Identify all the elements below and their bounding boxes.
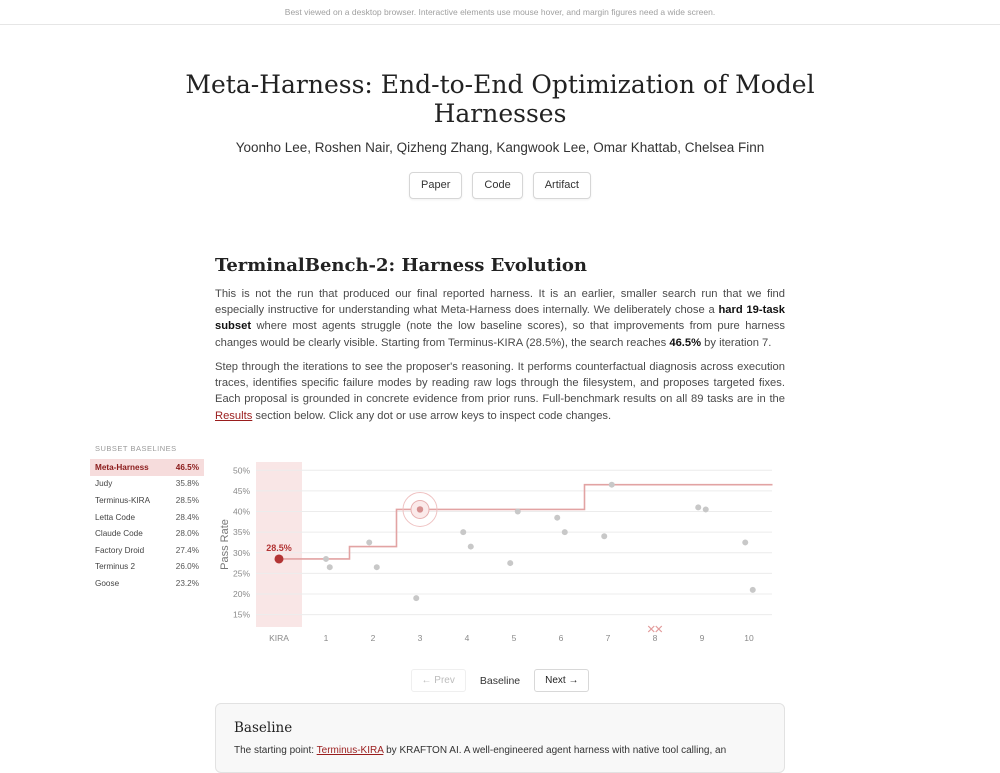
x-tick-label: 8	[652, 633, 658, 643]
iteration-navigation	[0, 669, 1000, 692]
baseline-name: Terminus-KIRA	[95, 495, 151, 505]
best-so-far-line	[279, 485, 773, 559]
baseline-name: Letta Code	[95, 512, 136, 522]
paper-button[interactable]: Paper	[409, 172, 462, 199]
intro-emphasis-subset: hard 19-task subset	[215, 304, 785, 333]
highlight-dot[interactable]	[417, 506, 423, 512]
card-text-b: by KRAFTON AI. A well-engineered agent harness with native tool calling, an	[383, 745, 727, 756]
candidate-dot[interactable]	[750, 587, 756, 593]
section-title: TerminalBench-2: Harness Evolution	[215, 255, 588, 276]
x-tick-label: KIRA	[269, 633, 289, 643]
candidate-dot[interactable]	[695, 504, 701, 510]
baseline-name: Goose	[95, 578, 120, 588]
candidate-dot[interactable]	[323, 556, 329, 562]
candidate-dot[interactable]	[742, 539, 748, 545]
failed-candidate-mark[interactable]	[656, 626, 662, 632]
baseline-row-terminus-2[interactable]	[90, 559, 204, 576]
y-tick-label: 20%	[232, 589, 250, 599]
instruction-text-a: Step through the iterations to see the proposer's reasoning. It performs counterfactual diagnosis across execution traces, identifies specific failure modes by reading raw logs through the filesystem, and proposes targeted fixes. Each proposal is grounded in concrete evidence from prior runs. Full-benchmark results on all 89 tasks are in the	[215, 361, 785, 406]
baseline-row-factory-droid[interactable]	[90, 542, 204, 559]
terminus-kira-link[interactable]: Terminus-KIRA	[316, 745, 384, 756]
baseline-row-meta-harness[interactable]	[90, 459, 204, 476]
y-tick-label: 45%	[232, 485, 250, 496]
harness-evolution-chart[interactable]	[210, 450, 780, 650]
instruction-text-b: section below. Click any dot or use arrow keys to inspect code changes.	[252, 409, 612, 422]
candidate-dot[interactable]	[562, 529, 568, 535]
baseline-dot[interactable]	[275, 554, 284, 563]
baseline-row-letta-code[interactable]	[90, 509, 204, 526]
candidate-dot[interactable]	[413, 595, 419, 601]
card-text-a: The starting point:	[234, 745, 317, 756]
candidate-dot[interactable]	[374, 564, 380, 570]
card-text	[234, 745, 766, 756]
candidate-dot[interactable]	[460, 529, 466, 535]
intro-paragraph	[215, 286, 785, 351]
baseline-name: Judy	[95, 479, 113, 489]
y-tick-label: 15%	[232, 609, 250, 620]
baseline-name: Claude Code	[95, 529, 143, 539]
baseline-value: 28.4%	[175, 512, 199, 522]
baseline-value: 46.5%	[175, 462, 199, 472]
x-tick-label: 1	[323, 633, 329, 643]
intro-text-a: This is not the run that produced our final reported harness. It is an earlier, smaller search run that we find especially instructive for understanding what Meta-Harness does internally. We deliberately chose a	[215, 288, 785, 317]
prev-button[interactable]: ← Prev	[411, 669, 466, 692]
intro-text-c: where most agents struggle (note the low baseline scores), so that improvements from pure harness changes would be clearly visible. Starting from Terminus-KIRA (28.5%), the search reaches	[215, 320, 785, 349]
candidate-dot[interactable]	[507, 560, 513, 566]
x-tick-label: 7	[605, 633, 611, 643]
x-tick-label: 10	[744, 633, 754, 643]
x-tick-label: 4	[464, 633, 470, 643]
candidate-dot[interactable]	[515, 509, 521, 515]
baseline-value: 28.0%	[175, 529, 199, 539]
subset-baselines-panel	[90, 444, 204, 592]
candidate-dot[interactable]	[327, 564, 333, 570]
baseline-row-judy[interactable]	[90, 476, 204, 493]
instruction-paragraph	[215, 359, 785, 424]
results-link[interactable]: Results	[215, 409, 253, 422]
baseline-name: Terminus 2	[95, 562, 136, 572]
candidate-dot[interactable]	[366, 539, 372, 545]
link-button-row	[0, 172, 1000, 199]
author-list: Yoonho Lee, Roshen Nair, Qizheng Zhang, Kangwook Lee, Omar Khattab, Chelsea Finn	[235, 140, 765, 155]
failed-candidate-mark[interactable]	[648, 626, 654, 632]
x-tick-label: 3	[417, 633, 423, 643]
candidate-dot[interactable]	[554, 515, 560, 521]
y-tick-label: 35%	[232, 527, 250, 538]
baseline-value: 26.0%	[175, 562, 199, 572]
y-tick-label: 30%	[232, 547, 250, 558]
card-title: Baseline	[234, 720, 293, 736]
baseline-value: 27.4%	[175, 545, 199, 555]
top-banner: Best viewed on a desktop browser. Interactive elements use mouse hover, and margin figures need a wide screen.	[0, 0, 1000, 25]
candidate-dot[interactable]	[468, 544, 474, 550]
y-axis-label: Pass Rate	[219, 519, 231, 570]
baseline-row-terminus-kira[interactable]	[90, 492, 204, 509]
candidate-dot[interactable]	[609, 482, 615, 488]
intro-emphasis-score: 46.5%	[669, 336, 702, 349]
page-title: Meta-Harness: End-to-End Optimization of Model Harnesses	[185, 70, 815, 128]
baseline-value: 23.2%	[175, 578, 199, 588]
next-button[interactable]: Next →	[534, 669, 589, 692]
y-tick-label: 40%	[232, 506, 250, 517]
x-tick-label: 5	[511, 633, 517, 643]
y-tick-label: 25%	[232, 568, 250, 579]
iteration-detail-card	[215, 703, 785, 773]
candidate-dot[interactable]	[703, 506, 709, 512]
code-button[interactable]: Code	[472, 172, 522, 199]
candidate-dot[interactable]	[601, 533, 607, 539]
baseline-name: Factory Droid	[95, 545, 145, 555]
current-iteration-label: Baseline	[479, 674, 521, 687]
baseline-value: 35.8%	[175, 479, 199, 489]
baseline-row-claude-code[interactable]	[90, 525, 204, 542]
artifact-button[interactable]: Artifact	[533, 172, 591, 199]
x-tick-label: 9	[699, 633, 705, 643]
baseline-label: 28.5%	[266, 542, 292, 553]
baselines-header: SUBSET BASELINES	[95, 444, 177, 453]
y-tick-label: 50%	[232, 465, 250, 476]
intro-text-e: by iteration 7.	[701, 336, 772, 349]
baseline-name: Meta-Harness	[95, 462, 149, 472]
x-tick-label: 6	[558, 633, 564, 643]
x-tick-label: 2	[370, 633, 376, 643]
baseline-value: 28.5%	[175, 495, 199, 505]
baseline-row-goose[interactable]	[90, 575, 204, 592]
